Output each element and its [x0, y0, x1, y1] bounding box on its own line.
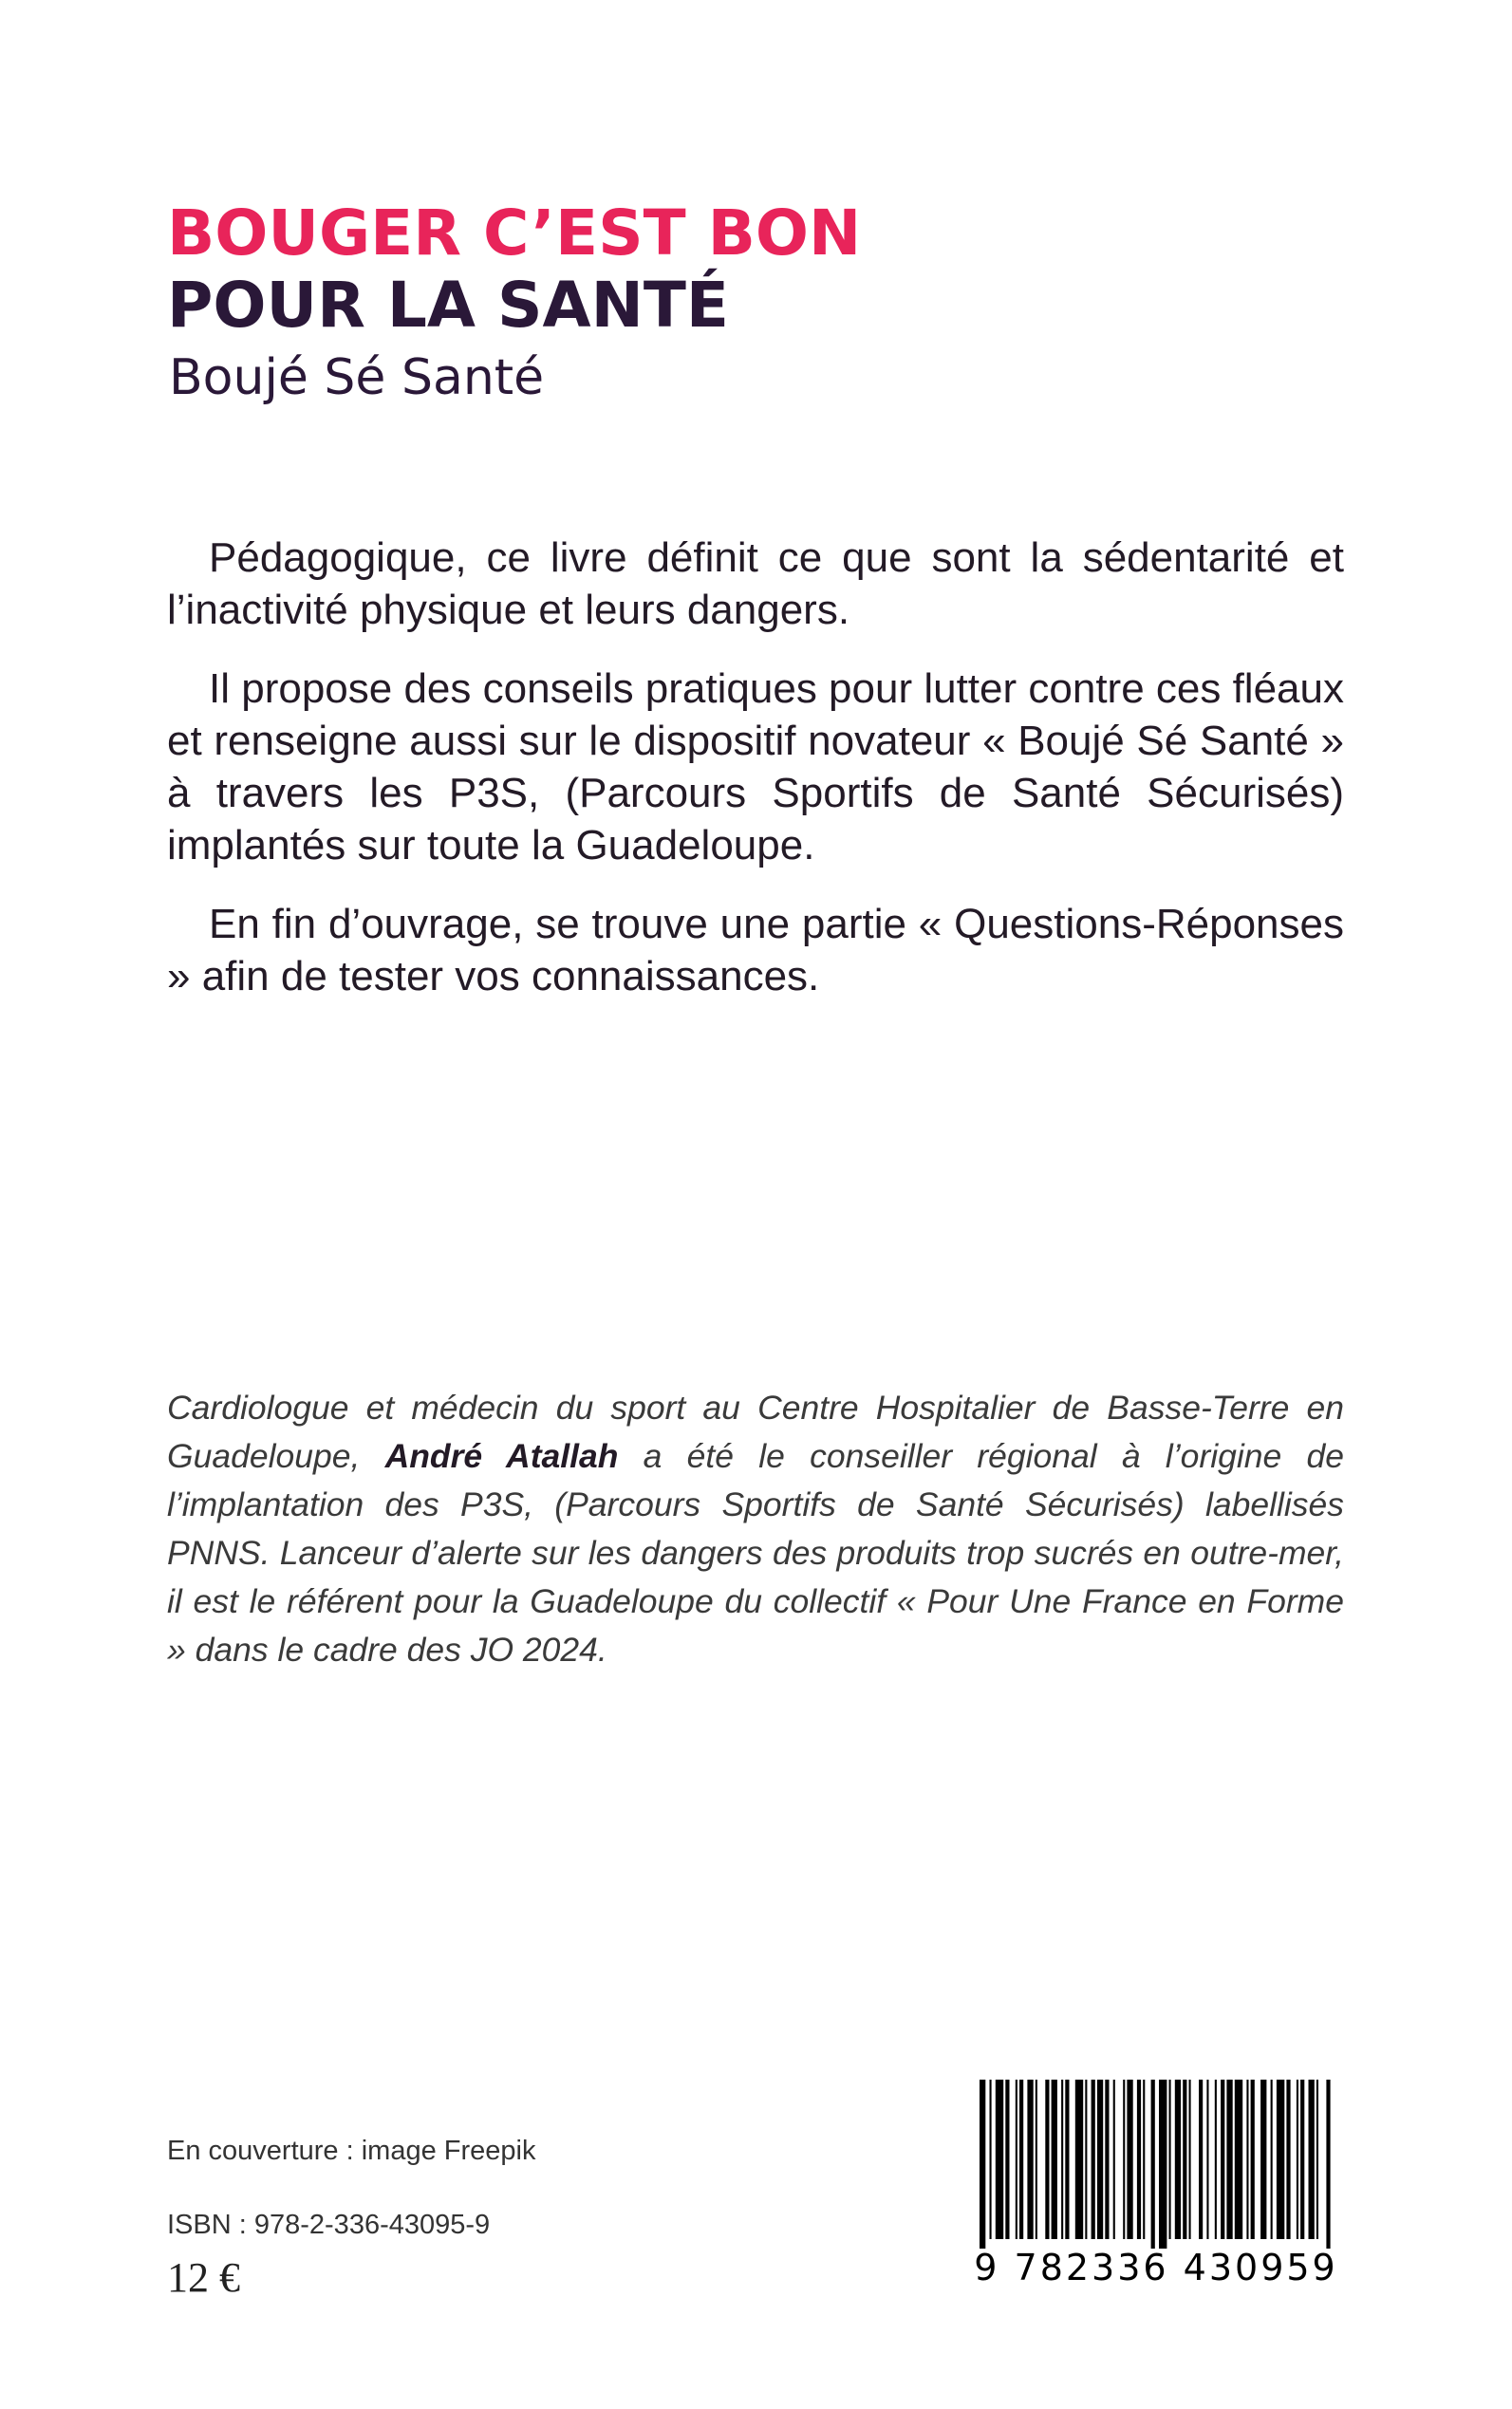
blurb-paragraph: En fin d’ouvrage, se trouve une partie « Questions-Réponses » afin de tester vos connaissances.	[167, 901, 1344, 999]
barcode-bar	[1065, 2080, 1069, 2239]
blurb	[167, 532, 1344, 1029]
barcode-bar	[1052, 2080, 1057, 2239]
author-name: André Atallah	[384, 1437, 619, 1475]
barcode-bar	[1085, 2080, 1087, 2239]
book-title	[167, 197, 861, 342]
title-line-2: POUR LA SANTÉ	[167, 269, 729, 342]
author-bio	[167, 1384, 1344, 1674]
barcode-bar	[1260, 2080, 1266, 2239]
barcode-bar	[1097, 2080, 1103, 2239]
barcode-bar	[1019, 2080, 1023, 2239]
barcode-bar	[1286, 2080, 1290, 2239]
barcode-bar	[980, 2080, 985, 2249]
barcode-bar	[1113, 2080, 1115, 2239]
barcode-bar	[1206, 2080, 1208, 2239]
barcode-bar	[1297, 2080, 1298, 2239]
barcode-bar	[1300, 2080, 1304, 2239]
barcode-bar	[1061, 2080, 1063, 2239]
barcode-bar	[1143, 2080, 1145, 2239]
barcode-bar	[1189, 2080, 1191, 2239]
barcode-bar	[1316, 2080, 1318, 2239]
title-line-1: BOUGER C’EST BON	[167, 196, 862, 270]
bio-text-after: a été le conseiller régional à l’origine de l’implantation des P3S, (Parcours Sportifs de Santé Sécurisés) labellisés PNNS. Lanceur d’alerte sur les dangers des produits trop sucrés en outre-mer, il est le référent pour la Guadeloupe du collectif « Pour Une France en Forme » dans le cadre des JO 2024.	[167, 1437, 1344, 1669]
barcode-bar	[1151, 2080, 1155, 2249]
barcode-bar	[1137, 2080, 1141, 2239]
barcode-bar	[1309, 2080, 1315, 2239]
barcode-bar	[1105, 2080, 1109, 2239]
barcode-bar	[1075, 2080, 1083, 2239]
barcode-bar	[1127, 2080, 1132, 2239]
barcode-bar	[1123, 2080, 1125, 2239]
barcode	[966, 2070, 1346, 2313]
isbn: ISBN : 978-2-336-43095-9	[167, 2210, 491, 2240]
bio-text-before: Cardiologue et médecin du sport au Centre Hospitalier de Basse-Terre en Guadeloupe,	[167, 1389, 1344, 1475]
barcode-bar	[1183, 2080, 1186, 2239]
barcode-bar	[1092, 2080, 1095, 2239]
barcode-bar	[1199, 2080, 1203, 2239]
barcode-bar	[990, 2080, 992, 2239]
barcode-bar	[1251, 2080, 1255, 2239]
barcode-bar	[1215, 2080, 1217, 2239]
barcode-bar	[1221, 2080, 1224, 2239]
barcode-icon	[976, 2080, 1336, 2249]
barcode-bar	[1235, 2080, 1242, 2239]
blurb-paragraph: Il propose des conseils pratiques pour lutter contre ces fléaux et renseigne aussi sur le dispositif novateur « Boujé Sé Santé » à travers les P3S, (Parcours Sportifs de Santé Sécurisés) implantés sur toute la Guadeloupe.	[167, 665, 1344, 868]
barcode-bar	[1027, 2080, 1033, 2239]
blurb-paragraph: Pédagogique, ce livre définit ce que sont la sédentarité et l’inactivité physique et leurs dangers.	[167, 534, 1344, 633]
barcode-bar	[1045, 2080, 1049, 2239]
barcode-bar	[1246, 2080, 1248, 2239]
barcode-bar	[1271, 2080, 1273, 2239]
barcode-bar	[1005, 2080, 1009, 2239]
barcode-bar	[996, 2080, 1003, 2239]
barcode-bar	[1016, 2080, 1017, 2239]
book-subtitle: Boujé Sé Santé	[169, 349, 545, 406]
barcode-bar	[1159, 2080, 1167, 2249]
barcode-bar	[1326, 2080, 1330, 2249]
barcode-bar	[1036, 2080, 1037, 2239]
barcode-bar	[1277, 2080, 1284, 2239]
barcode-digits: 9 782336 430959	[974, 2247, 1338, 2288]
barcode-bar	[1226, 2080, 1232, 2239]
cover-credit: En couverture : image Freepik	[167, 2136, 536, 2166]
barcode-bar	[1169, 2080, 1171, 2239]
barcode-bar	[1175, 2080, 1181, 2239]
price: 12 €	[167, 2254, 240, 2301]
